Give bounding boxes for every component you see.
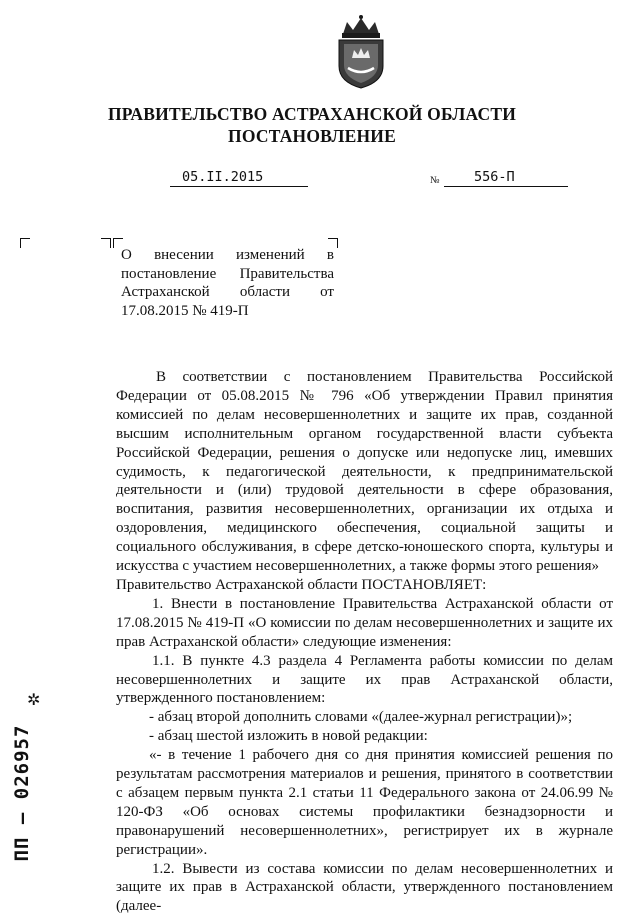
stamp-symbol: ✲ bbox=[27, 692, 41, 709]
document-body bbox=[116, 368, 613, 916]
paragraph-item-1: 1. Внести в постановление Правительства Астраханской области от 17.08.2015 № 419-П «О комиссии по делам несовершеннолетних и защите их прав Астраханской области» следующие изменения: bbox=[116, 595, 613, 650]
document-date: 05.II.2015 bbox=[182, 169, 264, 185]
paragraph-resolves: Правительство Астраханской области ПОСТАНОВЛЯЕТ: bbox=[116, 576, 487, 593]
paragraph-dash-2: - абзац шестой изложить в новой редакции: bbox=[149, 728, 428, 745]
date-underline bbox=[170, 186, 308, 187]
corner-mark bbox=[101, 238, 111, 248]
document-number: 556-П bbox=[474, 169, 515, 185]
coat-of-arms-emblem bbox=[333, 14, 389, 90]
number-underline bbox=[444, 186, 568, 187]
side-serial-stamp: ПП – 026957 bbox=[11, 724, 33, 862]
paragraph-dash-1: - абзац второй дополнить словами «(далее-журнал регистрации)»; bbox=[149, 709, 573, 726]
number-label: № bbox=[430, 175, 440, 186]
paragraph-quote: «- в течение 1 рабочего дня со дня принятия комиссией решения по результатам рассмотрения материалов и решения, принятого в соответствии с абзацем первым пункта 2.1 статьи 11 Федерального закона от 24.06.99 № 120-ФЗ «Об основах системы профилактики безнадзорности и правонарушений несовершеннолетних», регистрирует их в журнале регистрации». bbox=[116, 747, 613, 858]
corner-mark bbox=[20, 238, 30, 248]
paragraph-preamble: В соответствии с постановлением Правительства Российской Федерации от 05.08.2015 № 796 «Об утверждении Правил принятия комиссией по делам несовершеннолетних и защите их прав, созданной высшим исполнительным органом государственной власти субъекта Российской Федерации, решения о допуске или недопуске лиц, имевших судимость, к педагогической деятельности, к предпринимательской деятельности и (или) трудовой деятельности в сфере образования, воспитания, развития несовершеннолетних, организации их отдыха и оздоровления, медицинского обеспечения, социальной защиты и социального обслуживания, в сфере детско-юношеского спорта, культуры и искусства с участием несовершеннолетних, а также формы этого решения» bbox=[116, 369, 613, 575]
paragraph-item-1-2: 1.2. Вывести из состава комиссии по делам несовершеннолетних и защите их прав в Астраханской области, утвержденного постановлением (далее- bbox=[116, 860, 613, 915]
paragraph-item-1-1: 1.1. В пункте 4.3 раздела 4 Регламента работы комиссии по делам несовершеннолетних и защите их прав Астраханской области, утвержденного постановлением: bbox=[116, 652, 613, 707]
document-type-title: ПОСТАНОВЛЕНИЕ bbox=[228, 126, 396, 146]
document-subject: О внесении изменений в постановление Правительства Астраханской области от 17.08.2015 № 419-П bbox=[121, 247, 334, 319]
government-title: ПРАВИТЕЛЬСТВО АСТРАХАНСКОЙ ОБЛАСТИ bbox=[107, 104, 517, 124]
